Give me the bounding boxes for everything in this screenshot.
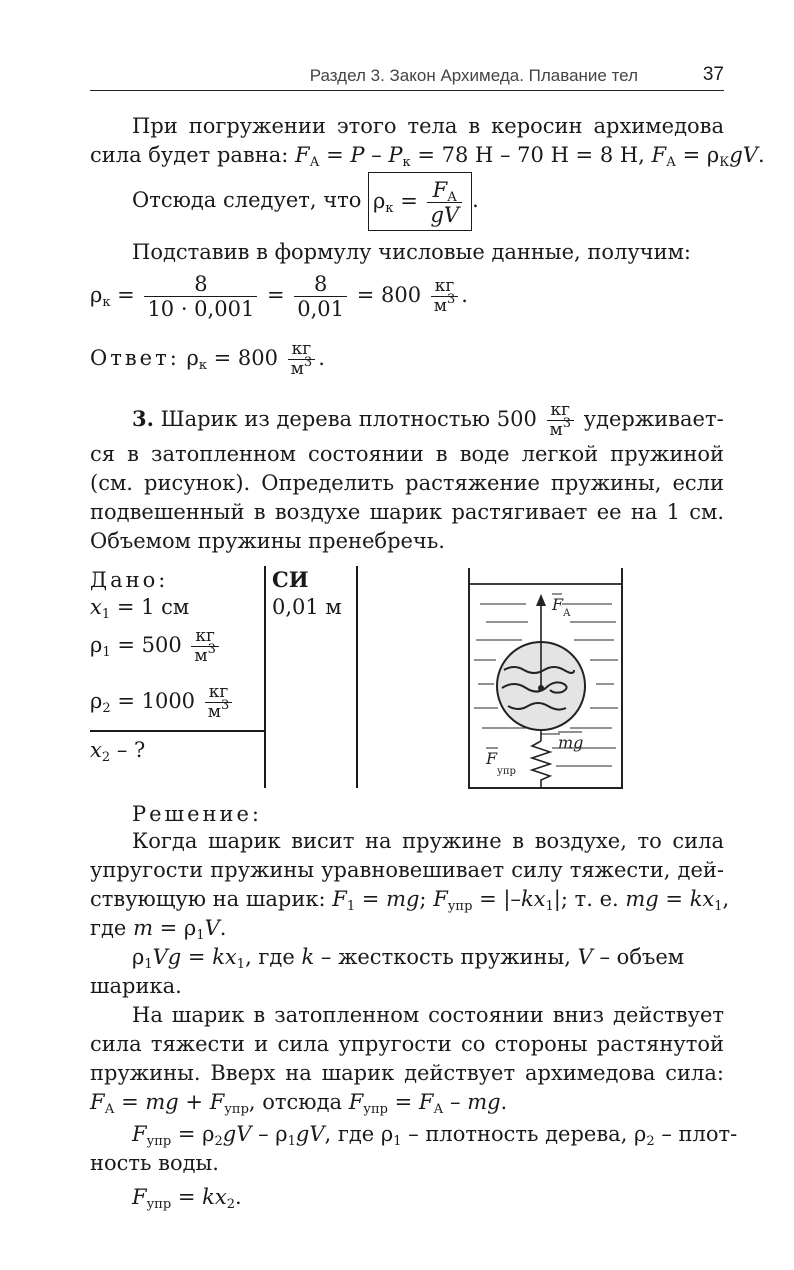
running-header bbox=[90, 60, 724, 91]
label-fa: F bbox=[552, 595, 564, 614]
page-number: 37 bbox=[702, 64, 724, 85]
si-title: СИ bbox=[272, 567, 309, 592]
text-line: $\rho_1Vg = kx_1$, где k – жесткость пружины, V – объем bbox=[132, 945, 685, 972]
text-line: При погружении этого тела в керосин архимедова bbox=[132, 114, 724, 138]
boxed-formula: $\rho_к$ = $\frac{F_А}{gV}$ bbox=[368, 172, 472, 231]
text-line: Объемом пружины пренебречь. bbox=[90, 529, 445, 553]
section-title: Раздел 3. Закон Архимеда. Плавание тел bbox=[309, 66, 638, 85]
text-line: ся в затопленном состоянии в воде легкой пружиной bbox=[90, 442, 724, 466]
text-line: сила будет равна: $F_А = P - P_к = 78$ Н – 70 Н = 8 Н, $F_А = \rho_КgV$. bbox=[90, 143, 765, 170]
table-divider bbox=[356, 566, 358, 788]
text-line: $F_{упр} = \rho_2gV - \rho_1gV$, где $\rho_1$ – плотность дерева, $\rho_2$ – плот- bbox=[132, 1122, 738, 1149]
text-line: ствующую на шарик: $F_1$ = mg; $F_{упр} = |-kx_1|$; т. е. mg = $kx_1$, bbox=[90, 887, 730, 914]
given-title: Дано: bbox=[90, 568, 169, 592]
table-underline bbox=[90, 730, 265, 732]
text-line: где $m = \rho_1V$. bbox=[90, 916, 227, 943]
solution-title: Решение: bbox=[132, 802, 263, 826]
calc-line: $\rho_к$ = $\frac{8}{10 \cdot 0,001}$ = $\frac{8}{0,01}$ = 800 $\frac{кг}{м^3}$ . bbox=[90, 272, 468, 321]
si-x1: 0,01 м bbox=[272, 595, 342, 619]
svg-text:А: А bbox=[563, 608, 571, 619]
text-line: На шарик в затопленном состоянии вниз действует bbox=[132, 1003, 724, 1027]
given-find: $x_2$ – ? bbox=[90, 738, 146, 765]
given-rho1: $\rho_1 = 500$ $\frac{кг}{м^3}$ bbox=[90, 624, 222, 666]
text-line: шарика. bbox=[90, 974, 182, 998]
text-line: (см. рисунок). Определить растяжение пружины, если bbox=[90, 471, 724, 495]
text-line: упругости пружины уравновешивает силу тяжести, дей- bbox=[90, 858, 724, 882]
problem-line: 3. Шарик из дерева плотностью 500 $\frac{кг}{м^3}$ удерживает- bbox=[132, 400, 724, 440]
table-divider bbox=[264, 566, 266, 788]
text-line: Отсюда следует, что $\rho_к$ = $\frac{F_А}{gV}$ . bbox=[90, 172, 724, 228]
text-line: подвешенный в воздухе шарик растягивает ее на 1 см. bbox=[90, 500, 724, 524]
text-line: Когда шарик висит на пружине в воздухе, то сила bbox=[132, 829, 724, 853]
answer-line: Ответ: $\rho_к = 800$ $\frac{кг}{м^3}$ . bbox=[90, 339, 325, 379]
text-line: пружины. Вверх на шарик действует архимедова сила: bbox=[90, 1061, 724, 1085]
label-mg: mg bbox=[558, 733, 584, 752]
svg-text:упр: упр bbox=[497, 766, 516, 777]
given-rho2: $\rho_2 = 1000$ $\frac{кг}{м^3}$ bbox=[90, 680, 235, 722]
text-line: $F_{упр} = kx_2$. bbox=[132, 1185, 242, 1212]
label-fupr: F bbox=[486, 749, 498, 768]
figure-ball-in-water bbox=[466, 566, 626, 792]
text-line: $F_А$ = mg + $F_{упр}$, отсюда $F_{упр} = F_А$ – mg. bbox=[90, 1090, 508, 1117]
text-line: ность воды. bbox=[90, 1151, 219, 1175]
text-line: Подставив в формулу числовые данные, получим: bbox=[132, 240, 692, 264]
text-line: сила тяжести и сила упругости со стороны растянутой bbox=[90, 1032, 724, 1056]
given-x1: $x_1 = 1$ см bbox=[90, 595, 190, 622]
